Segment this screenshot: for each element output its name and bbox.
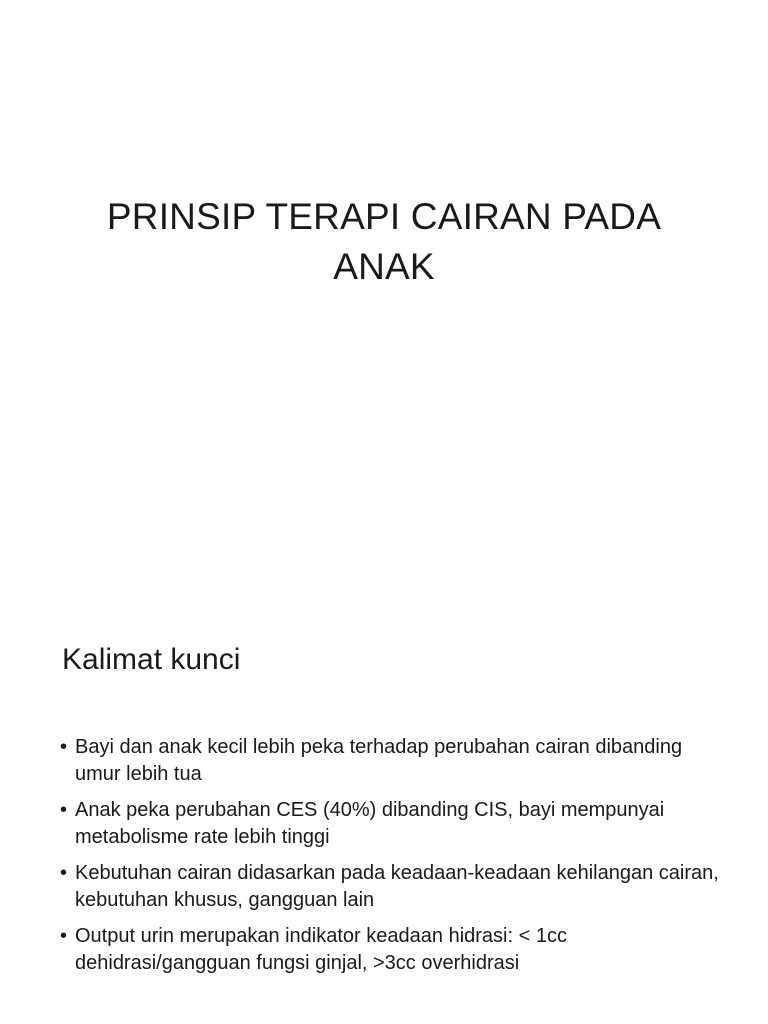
bullet-marker: • — [60, 862, 68, 884]
slide-title: PRINSIP TERAPI CAIRAN PADA ANAK — [106, 196, 662, 287]
bullet-text: Bayi dan anak kecil lebih peka terhadap perubahan cairan dibanding umur lebih tua — [75, 736, 683, 785]
list-item — [60, 923, 720, 977]
bullet-text: Kebutuhan cairan didasarkan pada keadaan-keadaan kehilangan cairan, kebutuhan khusus, gangguan lain — [75, 862, 719, 911]
list-item — [60, 797, 720, 851]
bullet-text: Output urin merupakan indikator keadaan hidrasi: < 1cc dehidrasi/gangguan fungsi ginjal, >3cc overhidrasi — [75, 925, 567, 974]
content-slide — [0, 576, 768, 1024]
slide-heading: Kalimat kunci — [62, 643, 241, 676]
bullet-marker: • — [60, 736, 68, 758]
bullet-marker: • — [60, 925, 68, 947]
list-item — [60, 860, 720, 914]
list-item — [60, 734, 720, 788]
bullet-text: Anak peka perubahan CES (40%) dibanding CIS, bayi mempunyai metabolisme rate lebih tinggi — [75, 799, 665, 848]
bullet-marker: • — [60, 799, 68, 821]
bullet-list — [60, 734, 720, 986]
